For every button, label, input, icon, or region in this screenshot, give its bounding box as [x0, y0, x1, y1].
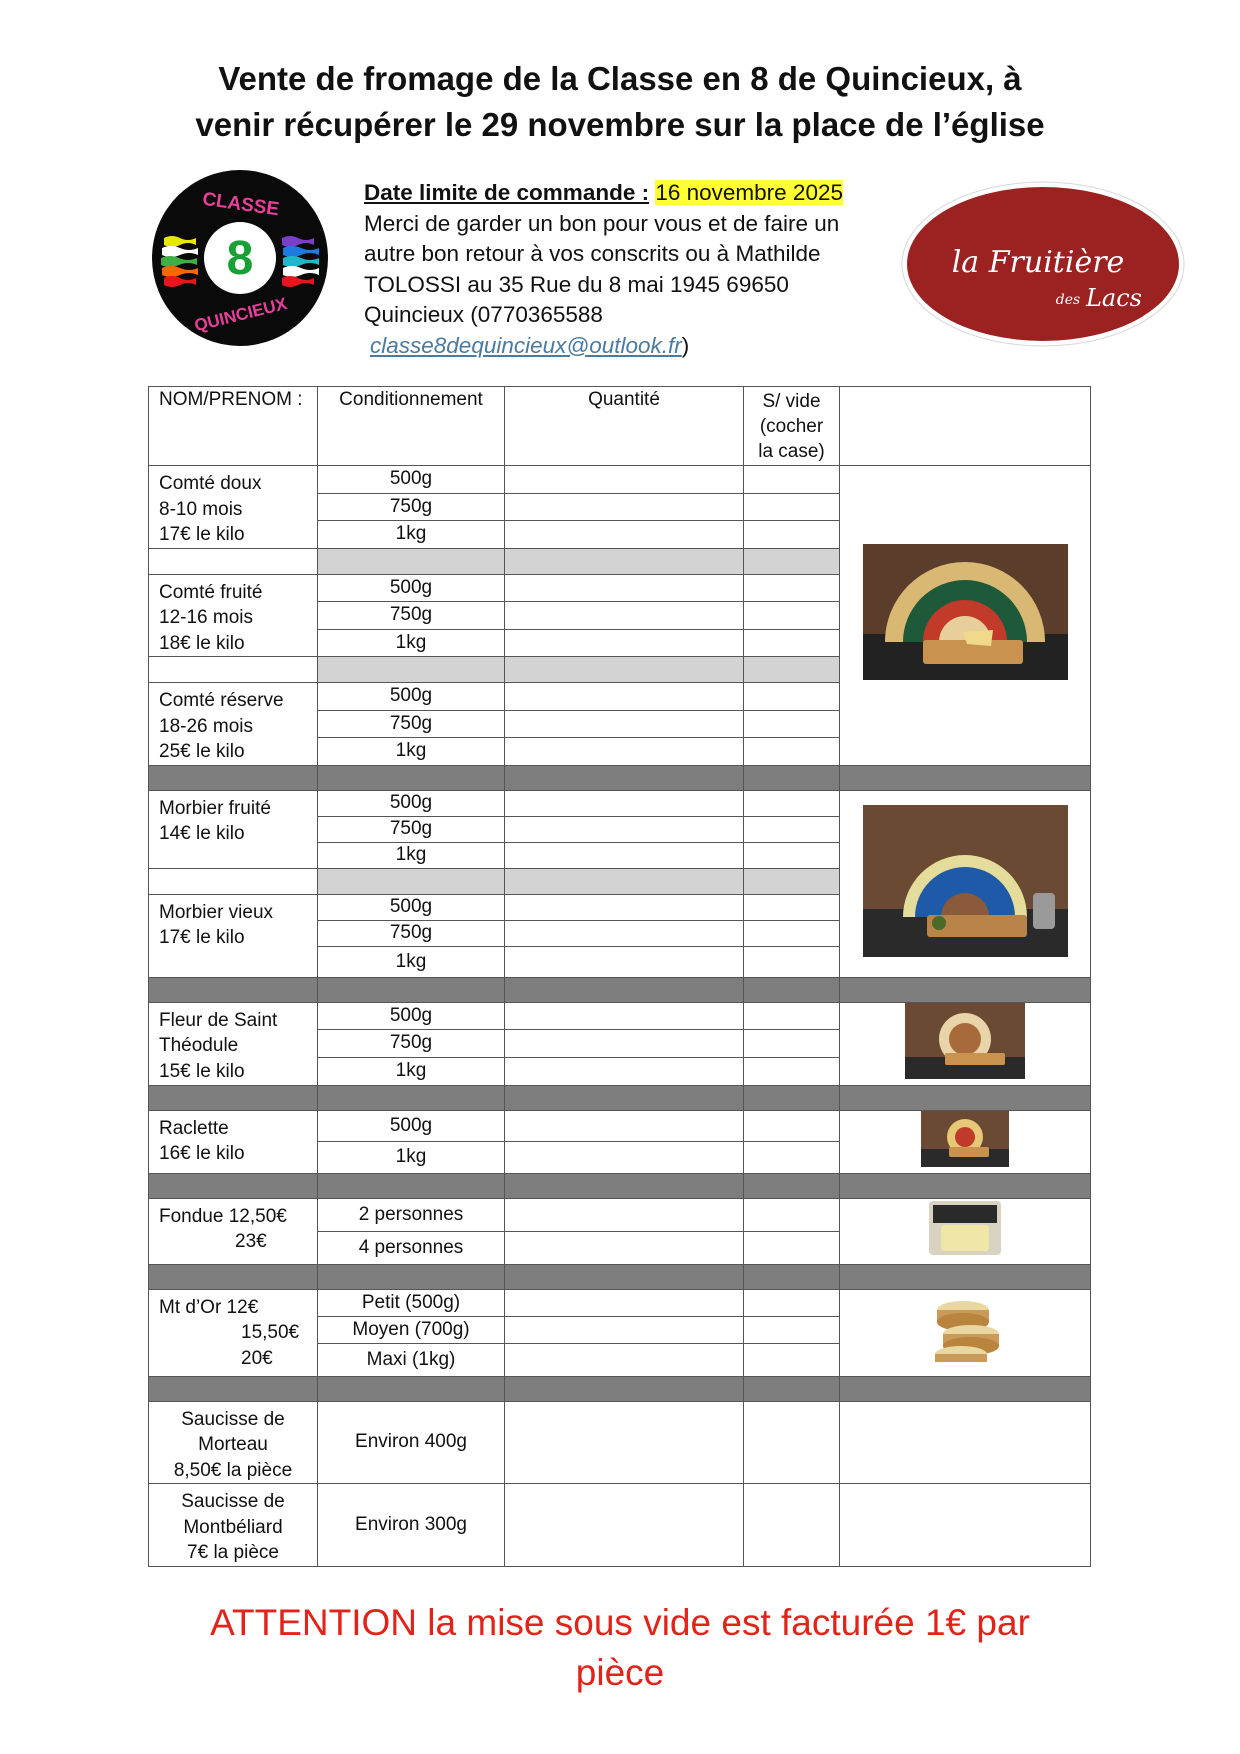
product-line: Fleur de Saint: [159, 1009, 278, 1031]
morbier-cheese-photo-icon: [863, 805, 1068, 957]
vacuum-checkbox[interactable]: [744, 946, 840, 977]
vacuum-checkbox[interactable]: [744, 790, 840, 816]
product-line: 15,50€: [241, 1322, 300, 1343]
qty-input[interactable]: [505, 710, 744, 738]
vacuum-checkbox[interactable]: [744, 574, 840, 602]
header-vacuum: [744, 387, 840, 466]
cond-cell: 2 personnes: [318, 1198, 505, 1231]
product-comte-doux: [149, 466, 318, 549]
separator-cell: [318, 657, 505, 683]
divider-cell: [744, 765, 840, 790]
fondue-package-photo-icon: [927, 1199, 1003, 1257]
separator-cell: [318, 868, 505, 894]
product-line: 7€ la pièce: [187, 1542, 279, 1563]
cond-cell: Petit (500g): [318, 1289, 505, 1316]
classe-8-logo: [150, 168, 330, 348]
morbier-image-cell: [840, 790, 1091, 977]
qty-input[interactable]: [505, 1316, 744, 1343]
table-row: [149, 1401, 1091, 1484]
vacuum-checkbox[interactable]: [744, 493, 840, 521]
divider-cell: [744, 1173, 840, 1198]
name-spacer: [149, 548, 318, 574]
vacuum-checkbox[interactable]: [744, 1289, 840, 1316]
qty-input[interactable]: [505, 946, 744, 977]
close-paren: ): [681, 332, 690, 358]
product-line: 20€: [241, 1347, 273, 1369]
vacuum-checkbox[interactable]: [744, 1344, 840, 1377]
header-name: NOM/PRENOM :: [149, 387, 318, 466]
product-line: 25€ le kilo: [159, 741, 245, 762]
cond-cell: Environ 400g: [318, 1401, 505, 1484]
product-saucisse-morteau: [149, 1401, 318, 1484]
table-row: [149, 1484, 1091, 1567]
product-line: 18€ le kilo: [159, 632, 245, 654]
vacuum-checkbox[interactable]: [744, 683, 840, 711]
divider-cell: [149, 1173, 318, 1198]
qty-input[interactable]: [505, 842, 744, 868]
attention-line-1: ATTENTION la mise sous vide est facturée 1€ par: [210, 1602, 1030, 1643]
divider-cell: [840, 1085, 1091, 1110]
divider-row: [149, 1376, 1091, 1401]
empty-image-cell: [840, 1401, 1091, 1484]
cond-cell: 1kg: [318, 1142, 505, 1174]
cond-cell: 1kg: [318, 629, 505, 657]
header-image: [840, 387, 1091, 466]
product-line: 17€ le kilo: [159, 927, 245, 948]
product-line: Saucisse de: [181, 1491, 285, 1512]
vacuum-checkbox[interactable]: [744, 710, 840, 738]
product-mont-dor: [149, 1289, 318, 1376]
qty-input[interactable]: [505, 1198, 744, 1231]
cond-cell: 1kg: [318, 842, 505, 868]
cond-cell: 750g: [318, 920, 505, 946]
product-line: 18-26 mois: [159, 715, 253, 737]
divider-cell: [318, 1376, 505, 1401]
separator-cell: [744, 868, 840, 894]
header-qty: Quantité: [505, 387, 744, 466]
qty-input[interactable]: [505, 629, 744, 657]
product-morbier-fruite: [149, 790, 318, 868]
header-vacuum-3: la case): [758, 441, 825, 462]
header-vacuum-1: S/ vide: [762, 391, 821, 412]
qty-input[interactable]: [505, 493, 744, 521]
deadline-line: [364, 178, 884, 209]
header-vacuum-2: (cocher: [759, 416, 824, 437]
vacuum-checkbox[interactable]: [744, 1484, 840, 1567]
qty-input[interactable]: [505, 1057, 744, 1085]
vacuum-checkbox[interactable]: [744, 1030, 840, 1058]
logo-top-text: CLASSE: [201, 188, 281, 221]
cond-cell: 500g: [318, 1002, 505, 1030]
separator-cell: [744, 548, 840, 574]
vacuum-checkbox[interactable]: [744, 629, 840, 657]
divider-cell: [149, 1264, 318, 1289]
cond-cell: 1kg: [318, 1057, 505, 1085]
vacuum-checkbox[interactable]: [744, 466, 840, 494]
cond-cell: 1kg: [318, 521, 505, 549]
divider-cell: [318, 977, 505, 1002]
product-line: Montbéliard: [183, 1516, 283, 1538]
divider-cell: [149, 1085, 318, 1110]
divider-cell: [505, 1085, 744, 1110]
divider-cell: [744, 1264, 840, 1289]
name-spacer: [149, 868, 318, 894]
cond-cell: 750g: [318, 602, 505, 630]
product-line: 14€ le kilo: [159, 823, 245, 844]
qty-input[interactable]: [505, 521, 744, 549]
divider-row: [149, 1264, 1091, 1289]
product-line: Raclette: [159, 1117, 229, 1139]
color-stripes-right-icon: [282, 236, 319, 287]
attention-line-2: pièce: [575, 1652, 665, 1693]
fleur-image-cell: [840, 1002, 1091, 1085]
divider-cell: [840, 765, 1091, 790]
title-line-2: venir récupérer le 29 novembre sur la place de l’église: [195, 106, 1045, 143]
divider-cell: [318, 1264, 505, 1289]
order-info: [364, 178, 884, 361]
vacuum-checkbox[interactable]: [744, 1198, 840, 1231]
header-row: [149, 387, 1091, 466]
cond-cell: 500g: [318, 790, 505, 816]
divider-cell: [505, 977, 744, 1002]
raclette-image-cell: [840, 1110, 1091, 1173]
cond-cell: 750g: [318, 493, 505, 521]
vacuum-checkbox[interactable]: [744, 1002, 840, 1030]
qty-input[interactable]: [505, 1484, 744, 1567]
header-cond: Conditionnement: [318, 387, 505, 466]
divider-cell: [505, 1264, 744, 1289]
product-line: 17€ le kilo: [159, 524, 245, 545]
info-line-2: autre bon retour à vos conscrits ou à Mathilde: [364, 241, 821, 266]
divider-cell: [505, 765, 744, 790]
title-line-1: Vente de fromage de la Classe en 8 de Quincieux, à: [218, 60, 1022, 97]
logo-script-text: la Fruitière: [951, 245, 1125, 280]
mont-dor-boxes-photo-icon: [925, 1290, 1005, 1370]
qty-input[interactable]: [505, 1231, 744, 1264]
separator-cell: [505, 548, 744, 574]
cond-cell: Moyen (700g): [318, 1316, 505, 1343]
product-line: Saucisse de: [181, 1408, 285, 1430]
product-line: Mt d’Or 12€: [159, 1296, 259, 1318]
logo-script2-text: Lacs: [1085, 284, 1143, 312]
separator-cell: [744, 657, 840, 683]
vacuum-checkbox[interactable]: [744, 842, 840, 868]
cond-cell: 500g: [318, 1110, 505, 1142]
qty-input[interactable]: [505, 816, 744, 842]
qty-input[interactable]: [505, 574, 744, 602]
product-line: 12-16 mois: [159, 607, 253, 628]
vacuum-checkbox[interactable]: [744, 738, 840, 766]
cond-cell: 750g: [318, 816, 505, 842]
deadline-label: Date limite de commande :: [364, 180, 650, 205]
product-raclette: [149, 1110, 318, 1173]
product-line: Fondue 12,50€: [159, 1205, 287, 1227]
product-comte-fruite: [149, 574, 318, 657]
vacuum-checkbox[interactable]: [744, 894, 840, 920]
qty-input[interactable]: [505, 683, 744, 711]
cond-cell: 500g: [318, 683, 505, 711]
vacuum-checkbox[interactable]: [744, 602, 840, 630]
info-line-4: Quincieux (0770365588: [364, 302, 603, 327]
divider-cell: [840, 1173, 1091, 1198]
separator-cell: [505, 657, 744, 683]
cond-cell: 750g: [318, 1030, 505, 1058]
divider-row: [149, 1085, 1091, 1110]
email-link[interactable]: classe8dequincieux@outlook.fr: [370, 332, 682, 358]
logo-bottom-text: QUINCIEUX: [192, 294, 289, 336]
table-row: [149, 466, 1091, 494]
cond-cell: Environ 300g: [318, 1484, 505, 1567]
vacuum-checkbox[interactable]: [744, 816, 840, 842]
divider-cell: [149, 977, 318, 1002]
cond-cell: 1kg: [318, 946, 505, 977]
product-line: 23€: [235, 1231, 267, 1252]
vacuum-checkbox[interactable]: [744, 1142, 840, 1174]
product-line: Morbier fruité: [159, 797, 271, 819]
comte-cheese-photo-icon: [863, 544, 1068, 680]
cond-cell: 1kg: [318, 738, 505, 766]
cond-cell: 500g: [318, 894, 505, 920]
qty-input[interactable]: [505, 602, 744, 630]
name-spacer: [149, 657, 318, 683]
divider-cell: [149, 1376, 318, 1401]
product-fondue: [149, 1198, 318, 1264]
qty-input[interactable]: [505, 790, 744, 816]
product-line: 16€ le kilo: [159, 1143, 245, 1164]
empty-image-cell: [840, 1484, 1091, 1567]
table-row: [149, 1289, 1091, 1316]
product-line: 8-10 mois: [159, 498, 243, 520]
product-line: Comté réserve: [159, 690, 284, 711]
divider-cell: [318, 1173, 505, 1198]
divider-row: [149, 977, 1091, 1002]
comte-image-cell: [840, 466, 1091, 766]
divider-row: [149, 765, 1091, 790]
product-line: Théodule: [159, 1035, 239, 1056]
cond-cell: Maxi (1kg): [318, 1344, 505, 1377]
cond-cell: 500g: [318, 574, 505, 602]
divider-cell: [840, 977, 1091, 1002]
vacuum-checkbox[interactable]: [744, 1401, 840, 1484]
order-table: [148, 386, 1091, 1567]
table-row: [149, 1198, 1091, 1231]
product-line: Morbier vieux: [159, 901, 274, 923]
vacuum-checkbox[interactable]: [744, 1231, 840, 1264]
product-line: 8,50€ la pièce: [173, 1459, 293, 1481]
qty-input[interactable]: [505, 738, 744, 766]
vacuum-checkbox[interactable]: [744, 1316, 840, 1343]
raclette-cheese-photo-icon: [921, 1111, 1009, 1167]
qty-input[interactable]: [505, 1344, 744, 1377]
attention-notice: [0, 1598, 1240, 1698]
qty-input[interactable]: [505, 1002, 744, 1030]
logo-small-text: des: [1055, 292, 1081, 308]
fondue-image-cell: [840, 1198, 1091, 1264]
divider-cell: [744, 1376, 840, 1401]
qty-input[interactable]: [505, 1030, 744, 1058]
table-row: [149, 1002, 1091, 1030]
logo-number: 8: [226, 232, 254, 285]
product-line: Comté doux: [159, 473, 262, 494]
page-title: [0, 56, 1240, 148]
vacuum-checkbox[interactable]: [744, 1110, 840, 1142]
separator-cell: [505, 868, 744, 894]
qty-input[interactable]: [505, 1142, 744, 1174]
vacuum-checkbox[interactable]: [744, 920, 840, 946]
product-fleur-saint-theodule: [149, 1002, 318, 1085]
info-line-1: Merci de garder un bon pour vous et de faire un: [364, 210, 840, 236]
divider-cell: [149, 765, 318, 790]
cond-cell: 4 personnes: [318, 1231, 505, 1264]
qty-input[interactable]: [505, 1401, 744, 1484]
product-saucisse-montbeliard: [149, 1484, 318, 1567]
info-line-3: TOLOSSI au 35 Rue du 8 mai 1945 69650: [364, 271, 789, 297]
qty-input[interactable]: [505, 466, 744, 494]
divider-row: [149, 1173, 1091, 1198]
table-row: [149, 790, 1091, 816]
divider-cell: [318, 765, 505, 790]
qty-input[interactable]: [505, 1289, 744, 1316]
fleur-cheese-photo-icon: [905, 1003, 1025, 1079]
qty-input[interactable]: [505, 894, 744, 920]
cond-cell: 500g: [318, 466, 505, 494]
divider-cell: [505, 1173, 744, 1198]
table-row: [149, 1110, 1091, 1142]
cond-cell: 750g: [318, 710, 505, 738]
divider-cell: [505, 1376, 744, 1401]
divider-cell: [744, 1085, 840, 1110]
fruitiere-des-lacs-logo: [900, 180, 1186, 348]
divider-cell: [840, 1376, 1091, 1401]
product-morbier-vieux: [149, 894, 318, 977]
vacuum-checkbox[interactable]: [744, 1057, 840, 1085]
divider-cell: [840, 1264, 1091, 1289]
product-comte-reserve: [149, 683, 318, 766]
divider-cell: [744, 977, 840, 1002]
divider-cell: [318, 1085, 505, 1110]
product-line: Comté fruité: [159, 581, 263, 603]
product-line: 15€ le kilo: [159, 1060, 245, 1082]
mont-dor-image-cell: [840, 1289, 1091, 1376]
qty-input[interactable]: [505, 920, 744, 946]
vacuum-checkbox[interactable]: [744, 521, 840, 549]
product-line: Morteau: [198, 1434, 268, 1455]
separator-cell: [318, 548, 505, 574]
deadline-date: 16 novembre 2025: [655, 180, 843, 205]
qty-input[interactable]: [505, 1110, 744, 1142]
